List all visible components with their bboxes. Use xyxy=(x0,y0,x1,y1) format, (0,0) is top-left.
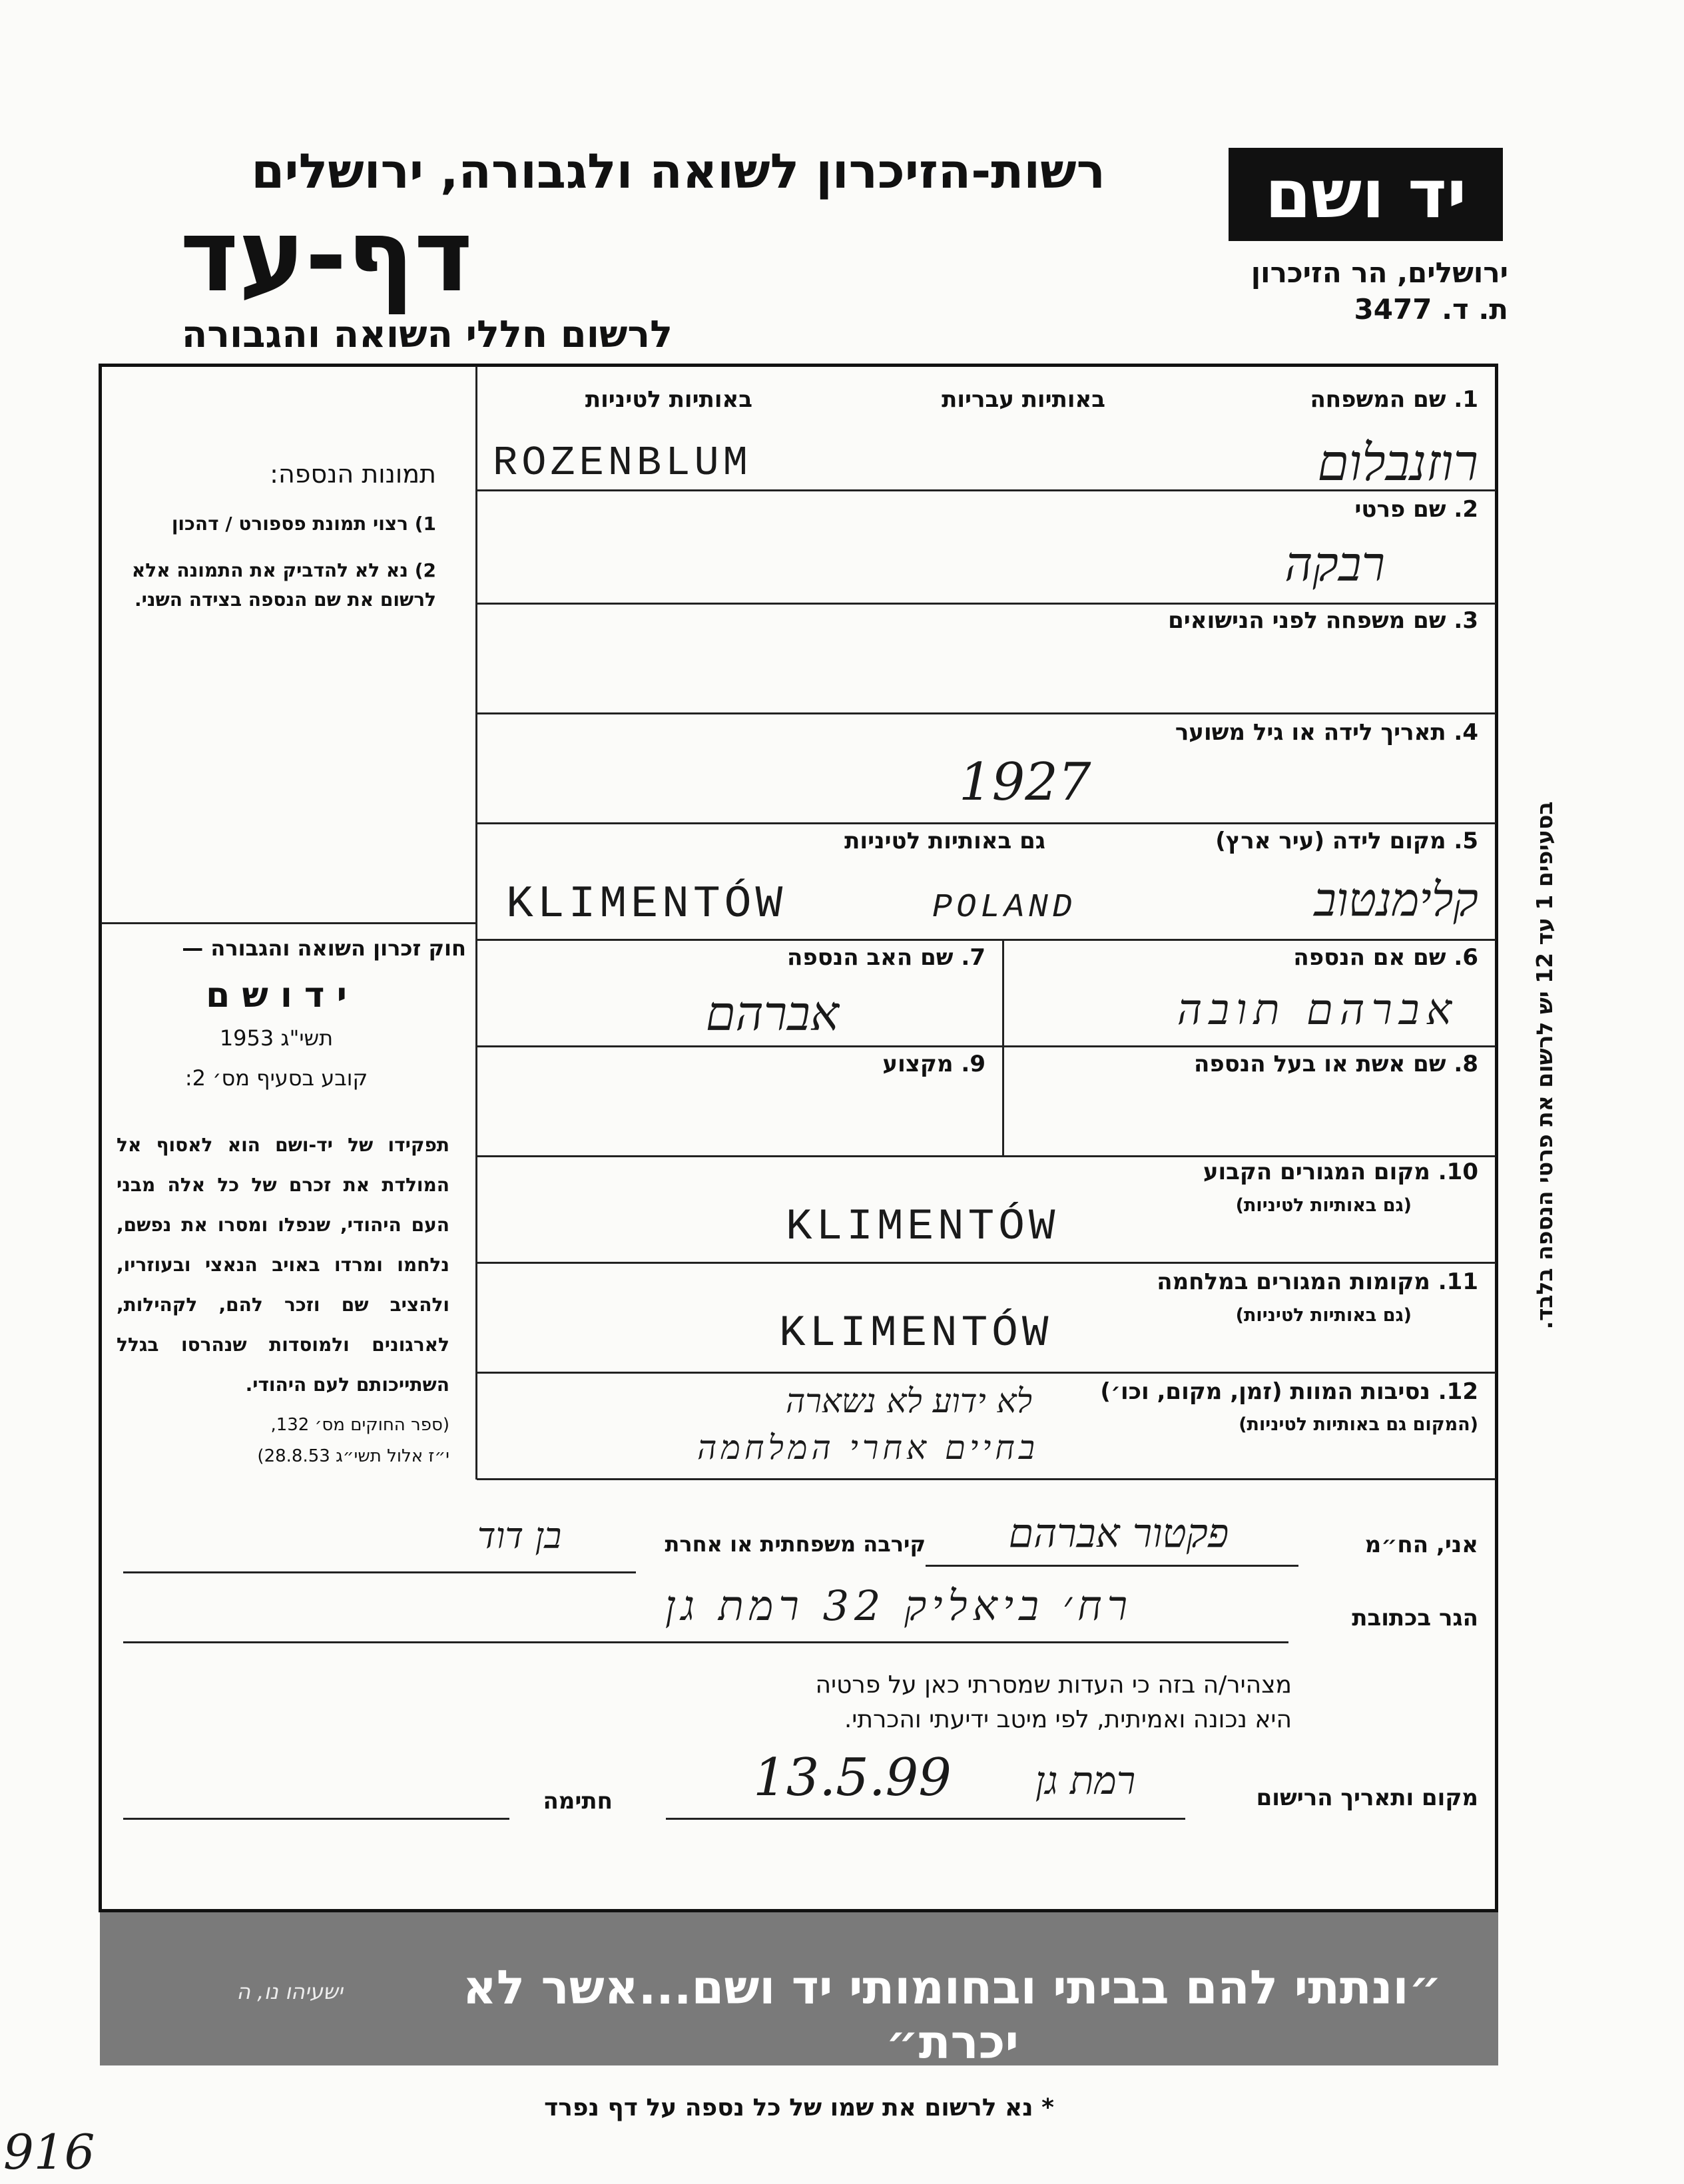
field-3-label: 3. שם משפחה לפני הנישואים xyxy=(1168,607,1478,634)
field-10-value: KLIMENTÓW xyxy=(786,1202,1059,1252)
field-2-value: רבקה xyxy=(1284,536,1385,592)
row-rule-6 xyxy=(477,1045,1496,1047)
law-ref-2: י״ז אלול תשי״ג 28.8.53) xyxy=(257,1446,449,1466)
place-date-underline xyxy=(666,1818,1185,1820)
relation-label: קירבה משפחתית או אחרת xyxy=(665,1531,926,1557)
po-box: ת. ד. 3477 xyxy=(1354,293,1508,326)
address-line: ירושלים, הר הזיכרון xyxy=(1251,256,1508,289)
law-clause: קובע בסעיף מס׳ 2: xyxy=(184,1065,368,1091)
row-rule-4 xyxy=(477,822,1496,824)
law-name: י ד ו ש ם xyxy=(206,975,347,1015)
field-5-value-hebrew: קלימנטוב xyxy=(1314,872,1478,927)
field-1-value-latin: ROZENBLUM xyxy=(493,439,752,487)
address-label: הגר בכתובת xyxy=(1352,1605,1478,1631)
registration-date: 13.5.99 xyxy=(753,1748,952,1808)
field-4-value: 1927 xyxy=(959,752,1091,812)
column-divider xyxy=(475,366,477,1480)
signature-underline xyxy=(123,1818,509,1820)
side-note: בסעיפים 1 עד 12 יש לרשום את פרטי הנספה בלבד. xyxy=(1532,801,1557,1330)
field-1-latin-col: באותיות לטיניות xyxy=(585,386,752,413)
declarant-underline xyxy=(926,1565,1298,1567)
org-name: רשות-הזיכרון לשואה ולגבורה, ירושלים xyxy=(251,143,1105,199)
field-6-label: 6. שם אם הנספה xyxy=(1293,944,1478,971)
field-5-latin-col: גם באותיות לטיניות xyxy=(844,828,1045,854)
field-1-hebrew-col: באותיות עבריות xyxy=(942,386,1105,413)
photo-note-2: 2) נא לא להדביק את התמונה אלא לרשום את שם הנספה בצידה השני. xyxy=(131,559,436,611)
signature-label: חתימה xyxy=(543,1788,613,1814)
row-rule-9 xyxy=(477,1372,1496,1374)
corner-number: 916 xyxy=(3,2124,95,2180)
row-rule-2 xyxy=(477,603,1496,605)
row-rule-8 xyxy=(477,1262,1496,1264)
field-4-label: 4. תאריך לידה או גיל משוער xyxy=(1175,719,1478,746)
form-subtitle: לרשום חללי השואה והגבורה xyxy=(181,313,673,356)
field-5-value-latin: KLIMENTÓW xyxy=(506,879,787,930)
photo-note-1: 1) רצוי תמונת פספורט / דהכון xyxy=(171,513,436,535)
field-12-value-2: בחיים אחרי המלחמה xyxy=(697,1428,1039,1467)
field-6-value: אברהם תובה xyxy=(1177,985,1458,1035)
field-8-label: 8. שם אשת או בעל הנספה xyxy=(1194,1051,1478,1077)
field-11-value: KLIMENTÓW xyxy=(779,1308,1053,1358)
statement-1: מצהיר/ה בזה כי העדות שמסרתי כאן על פרטיה xyxy=(815,1671,1292,1699)
field-12-value-1: לא ידוע לא נשארה xyxy=(786,1382,1032,1420)
field-12-sub: (המקום גם באותיות לטיניות) xyxy=(1239,1414,1478,1435)
declarant-label: אני, הח״מ xyxy=(1364,1531,1478,1558)
banner-quote: ״ונתתי להם בביתי ובחומותי יד ושם...אשר לא יכרת״ xyxy=(462,1960,1442,2069)
left-rule xyxy=(101,922,475,924)
field-1-label: 1. שם המשפחה xyxy=(1310,386,1478,413)
address-underline xyxy=(123,1641,1288,1643)
field-7-value: אברהם xyxy=(705,985,839,1041)
field-1-value-hebrew: רוזנבלום xyxy=(1317,433,1478,492)
relation-value: בן דוד xyxy=(477,1515,562,1557)
field-5-value-country: POLAND xyxy=(932,889,1077,927)
quote-banner xyxy=(100,1912,1498,2069)
relation-underline xyxy=(123,1571,636,1573)
row-rule-10 xyxy=(477,1478,1496,1480)
law-ref-1: (ספר החוקים מס׳ 132, xyxy=(270,1415,449,1435)
footer-note: * נא לרשום את שמו של כל נספה על דף נפרד xyxy=(544,2094,1054,2121)
field-12-label: 12. נסיבות המוות (זמן, מקום, וכו׳) xyxy=(1100,1378,1478,1405)
registration-place: רמת גן xyxy=(1035,1758,1136,1803)
field-9-label: 9. מקצוע xyxy=(882,1051,985,1077)
form-title: דף-עד xyxy=(180,198,473,314)
field-11-sub: (גם באותיות לטיניות) xyxy=(1235,1305,1412,1326)
mid-divider xyxy=(1002,939,1004,1155)
field-2-label: 2. שם פרטי xyxy=(1354,496,1478,523)
banner-source: ישעיהו נו, ה xyxy=(236,1979,343,2004)
row-rule-5 xyxy=(477,939,1496,941)
field-7-label: 7. שם האב הנספה xyxy=(787,944,985,971)
statement-2: היא נכונה ואמיתית, לפי מיטב ידיעתי והכרתי. xyxy=(844,1706,1292,1733)
address-value: רח׳ ביאליק 32 רמת גן xyxy=(665,1581,1133,1630)
field-10-label: 10. מקום המגורים הקבוע xyxy=(1203,1159,1478,1185)
yad-vashem-logo: יד ושם xyxy=(1229,148,1503,241)
row-rule-3 xyxy=(477,712,1496,714)
declarant-name: פקטור אברהם xyxy=(1008,1510,1229,1557)
field-11-label: 11. מקומות המגורים במלחמה xyxy=(1157,1268,1478,1295)
photo-title: תמונות הנספה: xyxy=(270,459,436,489)
law-title: חוק זכרון השואה והגבורה — xyxy=(182,936,466,961)
field-10-sub: (גם באותיות לטיניות) xyxy=(1235,1195,1412,1216)
law-year: תשי"ג 1953 xyxy=(219,1025,334,1051)
place-date-label: מקום ותאריך הרישום xyxy=(1256,1784,1478,1811)
row-rule-7 xyxy=(477,1155,1496,1157)
law-text: תפקידו של יד-ושם הוא לאסוף אל המולדת את זכרם של כל אלה מבני העם היהודי, שנפלו ומסרו את נפשם, נלחמו ומרדו באויב הנאצי ובעוזריו, ולהציב שם וזכר להם, לקהילות, לארגונים ולמוסדות שנהרסו בגלל השתייכותם לעם היהודי. xyxy=(117,1134,449,1396)
field-5-label: 5. מקום לידה (עיר ארץ) xyxy=(1215,828,1478,854)
